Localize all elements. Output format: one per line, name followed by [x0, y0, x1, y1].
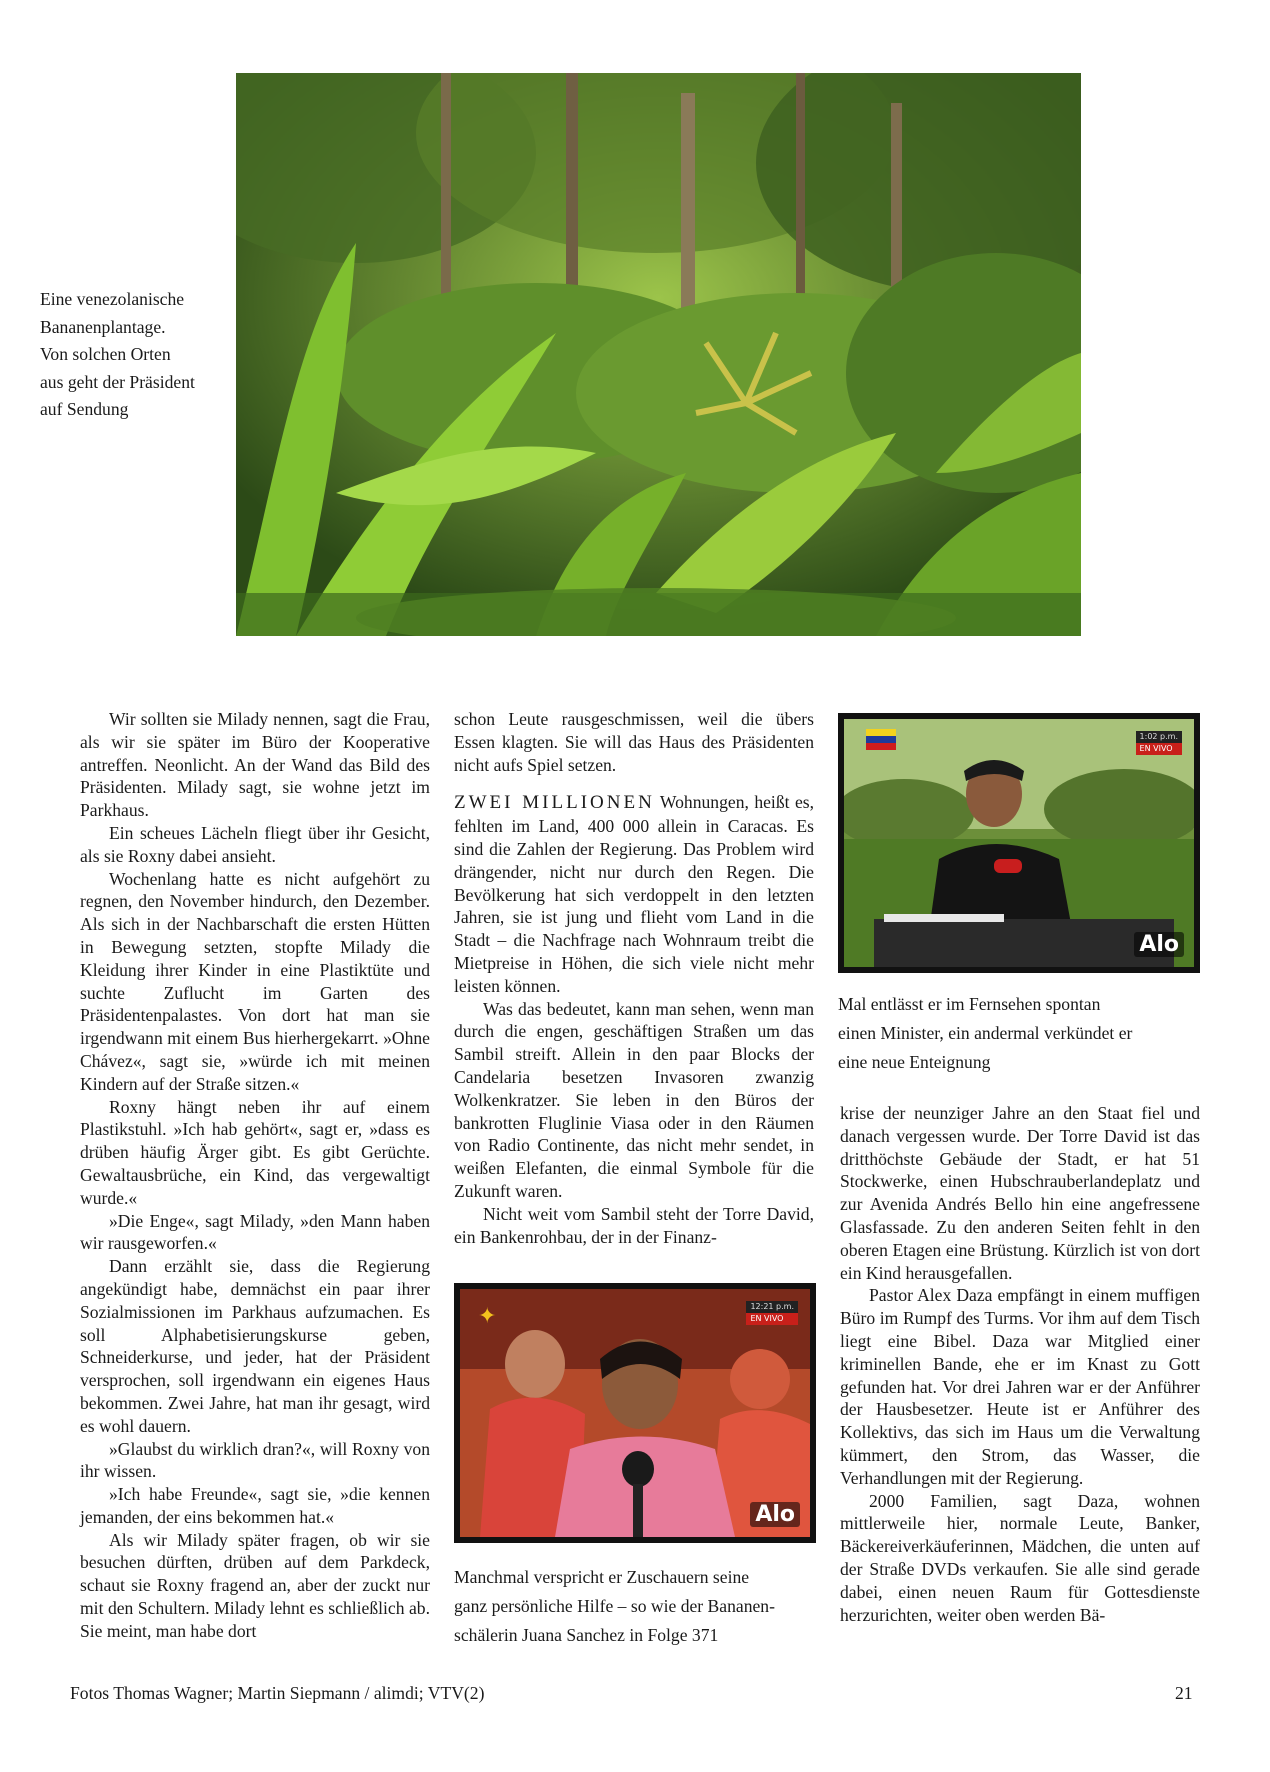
tv-scene-illustration: [460, 1289, 810, 1537]
caption-line: Mal entlässt er im Fernsehen spontan: [838, 994, 1101, 1014]
article-column-3: [840, 1102, 1200, 1626]
paragraph: »Die Enge«, sagt Milady, »den Mann haben wir rausgeworfen.«: [80, 1210, 430, 1254]
hero-photo-banana-plantation: [236, 73, 1081, 636]
live-label: EN VIVO: [1139, 744, 1173, 753]
paragraph: Roxny hängt neben ihr auf einem Plastikstuhl. »Ich hab gehört«, sagt er, »dass es drüben häufig Ärger gibt. Es gibt Gerüchte. Gewaltausbrüche, ein Kind, das vergewaltigt wurde.«: [80, 1096, 430, 1208]
live-tag: [746, 1301, 798, 1325]
paragraph: Als wir Milady später fragen, ob wir sie besuchen dürften, drüben auf dem Parkdeck, schaut sie Roxny fragend an, aber der zuckt nur mit den Schultern. Milady lehnt es schließlich ab. Sie meint, man habe dort: [80, 1529, 430, 1641]
broadcast-time: 1:02 p.m.: [1136, 731, 1182, 743]
paragraph: »Ich habe Freunde«, sagt sie, »die kennen jemanden, der eins bekommen hat.«: [80, 1484, 430, 1527]
paragraph: Dann erzählt sie, dass die Regierung angekündigt habe, demnächst ein paar ihrer Sozialmissionen im Parkhaus aufzumachen. Es soll Alphabetisierungskurse geben, Schneiderkurse, und jeder, hat der Präsident versprochen, soll irgendwann ein eigenes Haus bekommen. Zwei Jahre, hat man ihr gesagt, wird es wohl dauern.: [80, 1256, 430, 1436]
svg-text:✦: ✦: [478, 1304, 497, 1329]
jungle-illustration: [236, 73, 1081, 636]
hero-caption-line: aus geht der Präsident: [40, 371, 195, 392]
caption-line: eine neue Enteignung: [838, 1052, 991, 1072]
alo-logo: Alo: [750, 1502, 800, 1527]
paragraph: Was das bedeutet, kann man sehen, wenn man durch die engen, geschäftigen Straßen um das Sambil streift. Allein in den paar Blocks der Candelaria besetzen Invasoren zwanzig Wolkenkratzer. Sie leben in den Büros der bankrotten Fluglinie Viasa oder in den Räumen von Radio Continente, das nicht mehr sendet, in weißen Elefanten, die einmal Symbole für die Zukunft waren.: [454, 998, 814, 1201]
paragraph: krise der neunziger Jahre an den Staat fiel und danach vergessen wurde. Der Torre David ist das dritthöchste Gebäude der Stadt, er hat 51 Stockwerke, einen Hubschrauberlandeplatz und zur Avenida Andrés Bello hin eine angefressene Glasfassade. Zu den anderen Seiten fehlt in den oberen Etagen eine Brüstung. Kürzlich ist von dort ein Kind herausgefallen.: [840, 1103, 1200, 1283]
tv-still-woman-microphone: [454, 1283, 816, 1543]
tv-scene-illustration: [844, 719, 1194, 967]
broadcast-time: 12:21 p.m.: [746, 1301, 798, 1313]
photo-credits: Fotos Thomas Wagner; Martin Siepmann / alimdi; VTV(2): [70, 1683, 485, 1703]
hero-caption-line: auf Sendung: [40, 399, 129, 419]
caption-line: einen Minister, ein andermal verkündet er: [838, 1023, 1133, 1043]
paragraph: Wir sollten sie Milady nennen, sagt die Frau, als wir sie später im Büro der Kooperative antreffen. Neonlicht. An der Wand das Bild des Präsidenten. Milady sagt, sie wohne jetzt im Parkhaus.: [80, 709, 430, 821]
paragraph: Nicht weit vom Sambil steht der Torre David, ein Bankenrohbau, der in der Finanz-: [454, 1203, 814, 1247]
live-label: EN VIVO: [750, 1314, 784, 1323]
caption-line: schälerin Juana Sanchez in Folge 371: [454, 1625, 719, 1645]
tv-still-1-caption: [838, 990, 1218, 1077]
paragraph: 2000 Familien, sagt Daza, wohnen mittlerweile hier, normale Leute, Banker, Bäckereiverkäuferinnen, Mädchen, die unten auf der Straße DVDs verkaufen. Sie alle sind gerade dabei, einen neuen Raum für Gottesdienste herzurichten, weiter oben werden Bä-: [840, 1490, 1200, 1625]
hero-caption-line: Von solchen Orten: [40, 344, 171, 364]
paragraph: Pastor Alex Daza empfängt in einem muffigen Büro im Rumpf des Turms. Vor ihm auf dem Tisch liegt eine Bibel. Daza war Mitglied einer kriminellen Bande, ehe er im Knast zu Gott gefunden hat. Vor drei Jahren war er der Anführer der Hausbesetzer. Heute ist er Anführer des Kollektivs, das sich im Haus um die Verwaltung kümmert, den Strom, das Wasser, die Verhandlungen mit der Regierung.: [840, 1285, 1200, 1488]
paragraph: Wochenlang hatte es nicht aufgehört zu regnen, den November hindurch, den Dezember. Als sich in der Nachbarschaft die ersten Hütten in Bewegung setzten, stopfte Milady die Kleidung ihrer Kinder in eine Plastiktüte und suchte Zuflucht im Garten des Präsidentenpalastes. Von dort hat man sie irgendwann mit einem Bus hierhergekarrt. »Ohne Chávez«, sagt sie, »würde ich mit meinen Kindern auf der Straße sitzen.«: [80, 868, 430, 1094]
section-paragraph: [454, 791, 814, 997]
hero-caption-line: Eine venezolanische: [40, 289, 185, 309]
article-column-1: [80, 708, 430, 1643]
paragraph: Ein scheues Lächeln fliegt über ihr Gesicht, als sie Roxny dabei ansieht.: [80, 822, 430, 866]
caption-line: ganz persönliche Hilfe – so wie der Bananen-: [454, 1596, 775, 1616]
live-tag: [1136, 731, 1182, 755]
tv-still-2-caption: [454, 1563, 834, 1650]
hero-caption-line: Bananenplantage.: [40, 316, 166, 337]
section-lead-caps: ZWEI MILLIONEN: [454, 792, 655, 814]
alo-logo: Alo: [1134, 932, 1184, 957]
paragraph: schon Leute rausgeschmissen, weil die übers Essen klagten. Sie will das Haus des Präsidenten nicht aufs Spiel setzen.: [454, 709, 814, 775]
page-number: 21: [1175, 1683, 1193, 1703]
caption-line: Manchmal verspricht er Zuschauern seine: [454, 1567, 750, 1587]
hero-caption: [40, 286, 230, 424]
article-column-2: [454, 708, 814, 1248]
section-text: Wohnungen, heißt es, fehlten im Land, 400 000 allein in Caracas. Es sind die Zahlen der Regierung. Das Problem wird drängender, nicht nur durch den Regen. Die Bevölkerung hat sich verdoppelt in den letzten Jahren, sie ist jung und flieht vom Land in die Stadt – die Nachfrage nach Wohnraum treibt die Mietpreise in Höhen, die sich viele nicht mehr leisten können.: [454, 792, 814, 996]
paragraph: »Glaubst du wirklich dran?«, will Roxny von ihr wissen.: [80, 1438, 430, 1482]
tv-still-president: [838, 713, 1200, 973]
